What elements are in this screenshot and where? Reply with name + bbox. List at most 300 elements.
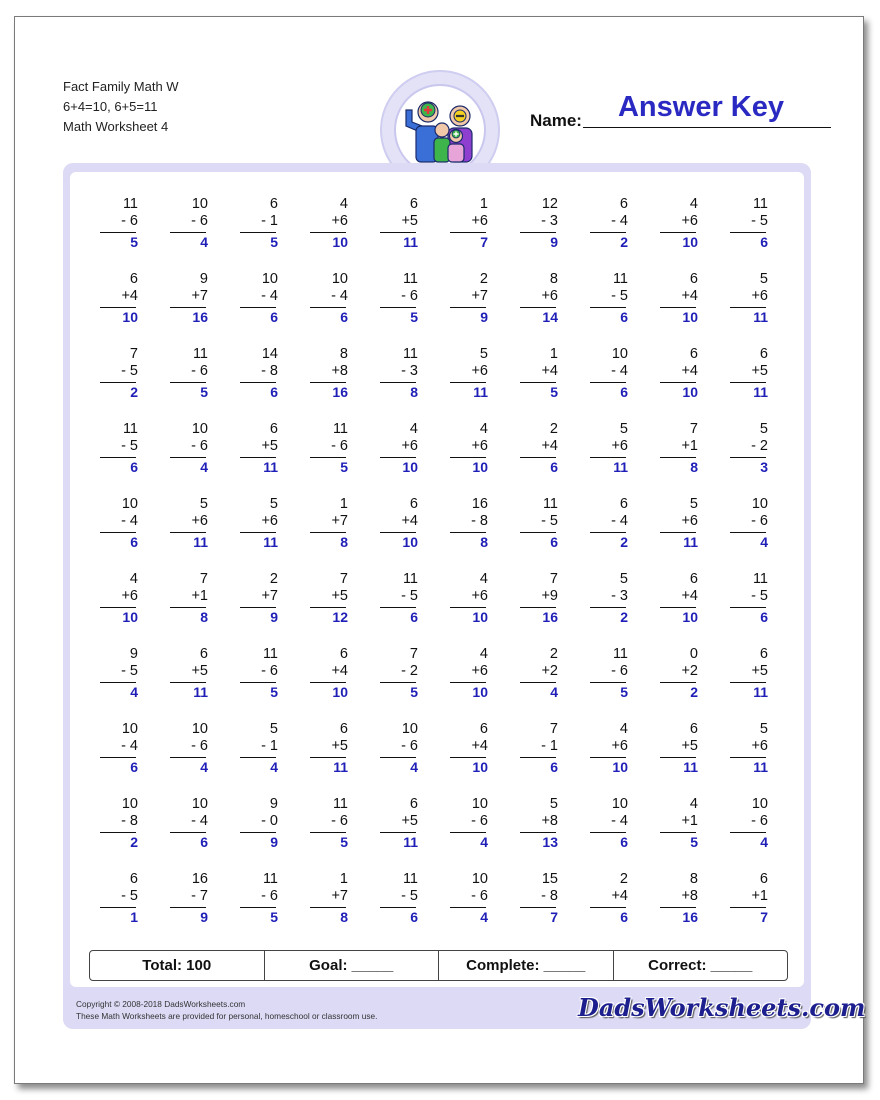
answer-line — [450, 757, 486, 758]
answer: 11 — [403, 234, 418, 250]
top-operand: 6 — [689, 721, 698, 737]
problem — [168, 271, 220, 331]
bottom-operand: +4 — [611, 888, 628, 904]
bottom-operand: - 6 — [191, 363, 208, 379]
bottom-operand: - 4 — [191, 813, 208, 829]
bottom-operand: - 5 — [401, 588, 418, 604]
bottom-operand: +5 — [191, 663, 208, 679]
top-operand: 4 — [129, 571, 138, 587]
top-operand: 7 — [689, 421, 698, 437]
answer-line — [380, 307, 416, 308]
answer-line — [520, 457, 556, 458]
bottom-operand: - 6 — [191, 213, 208, 229]
name-line — [583, 127, 831, 128]
bottom-operand: - 2 — [401, 663, 418, 679]
bottom-operand: - 6 — [121, 213, 138, 229]
answer: 4 — [200, 759, 208, 775]
problem — [98, 496, 150, 556]
top-operand: 11 — [262, 646, 278, 662]
answer-line — [380, 457, 416, 458]
bottom-operand: - 0 — [261, 813, 278, 829]
answer-line — [310, 832, 346, 833]
top-operand: 6 — [689, 346, 698, 362]
bottom-operand: - 6 — [751, 513, 768, 529]
answer-line — [590, 532, 626, 533]
top-operand: 6 — [479, 721, 488, 737]
problem — [448, 196, 500, 256]
bottom-operand: - 6 — [751, 813, 768, 829]
top-operand: 1 — [339, 496, 348, 512]
answer: 6 — [270, 309, 278, 325]
usage-line: These Math Worksheets are provided for personal, homeschool or classroom use. — [76, 1011, 378, 1021]
top-operand: 4 — [479, 646, 488, 662]
problem — [658, 871, 710, 931]
answer: 6 — [130, 534, 138, 550]
bottom-operand: +5 — [261, 438, 278, 454]
problem — [238, 571, 290, 631]
problem — [448, 871, 500, 931]
answer: 2 — [130, 834, 138, 850]
answer-line — [170, 832, 206, 833]
answer-line — [310, 607, 346, 608]
answer: 8 — [690, 459, 698, 475]
copyright-notice — [76, 998, 377, 1022]
answer-line — [380, 607, 416, 608]
answer-line — [170, 307, 206, 308]
problem — [168, 421, 220, 481]
answer-line — [380, 232, 416, 233]
answer: 9 — [270, 834, 278, 850]
answer: 16 — [192, 309, 208, 325]
bottom-operand: +4 — [541, 438, 558, 454]
problem — [518, 271, 570, 331]
top-operand: 11 — [332, 421, 348, 437]
top-operand: 4 — [479, 571, 488, 587]
top-operand: 10 — [121, 796, 138, 812]
answer-line — [730, 532, 766, 533]
bottom-operand: - 5 — [541, 513, 558, 529]
answer-line — [660, 532, 696, 533]
answer-line — [450, 607, 486, 608]
problem-row — [72, 496, 808, 556]
answer: 8 — [480, 534, 488, 550]
top-operand: 7 — [129, 346, 138, 362]
problem — [308, 721, 360, 781]
answer-line — [730, 682, 766, 683]
answer-line — [380, 382, 416, 383]
problem — [588, 796, 640, 856]
answer: 2 — [690, 684, 698, 700]
answer-line — [170, 532, 206, 533]
problem — [378, 196, 430, 256]
problem — [448, 646, 500, 706]
bottom-operand: - 8 — [261, 363, 278, 379]
top-operand: 6 — [409, 796, 418, 812]
answer-line — [520, 907, 556, 908]
top-operand: 1 — [479, 196, 488, 212]
answer-line — [590, 607, 626, 608]
answer-line — [660, 907, 696, 908]
answer-line — [730, 757, 766, 758]
answer: 11 — [753, 384, 768, 400]
answer: 5 — [690, 834, 698, 850]
bottom-operand: +6 — [471, 438, 488, 454]
bottom-operand: +1 — [751, 888, 768, 904]
problem — [308, 346, 360, 406]
answer: 11 — [193, 534, 208, 550]
top-operand: 5 — [619, 421, 628, 437]
answer-line — [380, 682, 416, 683]
problem — [588, 421, 640, 481]
problem — [658, 271, 710, 331]
answer-line — [170, 907, 206, 908]
bottom-operand: +7 — [471, 288, 488, 304]
bottom-operand: +6 — [751, 738, 768, 754]
answer: 6 — [340, 309, 348, 325]
answer: 6 — [550, 459, 558, 475]
bottom-operand: - 4 — [121, 738, 138, 754]
bottom-operand: +5 — [751, 663, 768, 679]
answer-key-text: Answer Key — [617, 91, 784, 123]
problem — [238, 496, 290, 556]
answer-line — [170, 682, 206, 683]
answer-line — [310, 757, 346, 758]
answer: 7 — [760, 909, 768, 925]
top-operand: 7 — [409, 646, 418, 662]
top-operand: 7 — [549, 571, 558, 587]
answer: 10 — [472, 684, 488, 700]
problem — [658, 496, 710, 556]
answer: 6 — [130, 759, 138, 775]
problem — [308, 421, 360, 481]
bottom-operand: - 1 — [261, 213, 278, 229]
problem — [518, 721, 570, 781]
answer: 6 — [550, 534, 558, 550]
answer-line — [170, 607, 206, 608]
answer-line — [660, 232, 696, 233]
bottom-operand: +5 — [681, 738, 698, 754]
problem — [378, 721, 430, 781]
answer-line — [660, 757, 696, 758]
bottom-operand: +5 — [751, 363, 768, 379]
top-operand: 2 — [549, 421, 558, 437]
answer-line — [450, 382, 486, 383]
top-operand: 10 — [611, 796, 628, 812]
bottom-operand: +6 — [191, 513, 208, 529]
top-operand: 9 — [129, 646, 138, 662]
bottom-operand: - 4 — [121, 513, 138, 529]
answer-line — [730, 457, 766, 458]
top-operand: 6 — [339, 646, 348, 662]
problem — [238, 871, 290, 931]
problem — [308, 871, 360, 931]
top-operand: 10 — [191, 196, 208, 212]
bottom-operand: +6 — [611, 738, 628, 754]
answer-line — [100, 832, 136, 833]
answer-line — [450, 832, 486, 833]
answer: 6 — [270, 384, 278, 400]
top-operand: 11 — [612, 271, 628, 287]
bottom-operand: +6 — [681, 213, 698, 229]
answer-line — [310, 682, 346, 683]
answer: 6 — [410, 609, 418, 625]
problem — [448, 271, 500, 331]
answer: 11 — [333, 759, 348, 775]
bottom-operand: - 3 — [401, 363, 418, 379]
answer: 6 — [760, 234, 768, 250]
bottom-operand: - 5 — [751, 588, 768, 604]
answer: 11 — [193, 684, 208, 700]
problem — [98, 271, 150, 331]
answer: 11 — [403, 834, 418, 850]
bottom-operand: - 6 — [401, 738, 418, 754]
top-operand: 6 — [689, 271, 698, 287]
problem — [168, 346, 220, 406]
bottom-operand: - 6 — [191, 438, 208, 454]
problem-row — [72, 721, 808, 781]
bottom-operand: +8 — [541, 813, 558, 829]
score-box — [89, 950, 788, 981]
top-operand: 7 — [199, 571, 208, 587]
bottom-operand: - 7 — [191, 888, 208, 904]
answer: 5 — [620, 684, 628, 700]
top-operand: 10 — [261, 271, 278, 287]
problem — [308, 571, 360, 631]
problem — [518, 421, 570, 481]
bottom-operand: - 4 — [261, 288, 278, 304]
answer: 4 — [550, 684, 558, 700]
problem — [238, 646, 290, 706]
problem — [728, 346, 780, 406]
bottom-operand: - 2 — [751, 438, 768, 454]
answer-line — [520, 832, 556, 833]
answer-line — [380, 757, 416, 758]
answer: 6 — [760, 609, 768, 625]
bottom-operand: - 6 — [401, 288, 418, 304]
problem — [658, 721, 710, 781]
answer-line — [310, 457, 346, 458]
problem — [728, 271, 780, 331]
answer: 4 — [760, 534, 768, 550]
top-operand: 11 — [402, 271, 418, 287]
bottom-operand: - 3 — [611, 588, 628, 604]
answer-line — [310, 532, 346, 533]
bottom-operand: - 8 — [471, 513, 488, 529]
bottom-operand: - 5 — [611, 288, 628, 304]
problem — [588, 496, 640, 556]
problem — [448, 721, 500, 781]
answer: 5 — [410, 684, 418, 700]
top-operand: 5 — [759, 721, 768, 737]
bottom-operand: - 6 — [471, 888, 488, 904]
top-operand: 10 — [751, 496, 768, 512]
top-operand: 6 — [759, 346, 768, 362]
answer-line — [730, 607, 766, 608]
answer: 11 — [683, 759, 698, 775]
bottom-operand: +6 — [261, 513, 278, 529]
top-operand: 11 — [262, 871, 278, 887]
problem — [168, 871, 220, 931]
answer-line — [590, 757, 626, 758]
answer: 10 — [612, 759, 628, 775]
answer: 4 — [130, 684, 138, 700]
problem — [518, 346, 570, 406]
problem — [728, 196, 780, 256]
top-operand: 0 — [689, 646, 698, 662]
answer: 6 — [130, 459, 138, 475]
top-operand: 16 — [191, 871, 208, 887]
top-operand: 9 — [199, 271, 208, 287]
answer-line — [660, 457, 696, 458]
answer-line — [100, 232, 136, 233]
answer: 16 — [682, 909, 698, 925]
answer: 13 — [542, 834, 558, 850]
bottom-operand: - 6 — [261, 888, 278, 904]
top-operand: 2 — [549, 646, 558, 662]
problem — [308, 796, 360, 856]
bottom-operand: +4 — [471, 738, 488, 754]
top-operand: 4 — [689, 796, 698, 812]
problem — [378, 421, 430, 481]
top-operand: 16 — [471, 496, 488, 512]
answer-line — [240, 907, 276, 908]
problem — [378, 871, 430, 931]
answer: 7 — [480, 234, 488, 250]
answer-line — [240, 382, 276, 383]
answer-line — [450, 532, 486, 533]
answer: 3 — [760, 459, 768, 475]
top-operand: 5 — [759, 421, 768, 437]
answer: 6 — [620, 834, 628, 850]
answer-line — [730, 232, 766, 233]
answer: 9 — [480, 309, 488, 325]
problem — [98, 346, 150, 406]
top-operand: 4 — [479, 421, 488, 437]
bottom-operand: +6 — [121, 588, 138, 604]
top-operand: 4 — [689, 196, 698, 212]
problem — [308, 646, 360, 706]
problem — [588, 721, 640, 781]
bottom-operand: +6 — [681, 513, 698, 529]
top-operand: 4 — [619, 721, 628, 737]
top-operand: 5 — [479, 346, 488, 362]
answer: 10 — [402, 459, 418, 475]
top-operand: 10 — [121, 721, 138, 737]
top-operand: 14 — [261, 346, 278, 362]
bottom-operand: - 4 — [331, 288, 348, 304]
bottom-operand: +6 — [541, 288, 558, 304]
answer: 5 — [200, 384, 208, 400]
answer-line — [590, 682, 626, 683]
bottom-operand: - 3 — [541, 213, 558, 229]
bottom-operand: - 5 — [121, 438, 138, 454]
bottom-operand: +2 — [681, 663, 698, 679]
answer: 9 — [200, 909, 208, 925]
answer: 6 — [200, 834, 208, 850]
answer-line — [310, 307, 346, 308]
top-operand: 11 — [612, 646, 628, 662]
bottom-operand: - 6 — [471, 813, 488, 829]
answer-line — [520, 307, 556, 308]
top-operand: 5 — [689, 496, 698, 512]
top-operand: 6 — [129, 871, 138, 887]
bottom-operand: - 6 — [331, 438, 348, 454]
bottom-operand: - 6 — [331, 813, 348, 829]
top-operand: 11 — [122, 196, 138, 212]
answer-line — [100, 307, 136, 308]
answer-line — [590, 382, 626, 383]
problem — [588, 271, 640, 331]
bottom-operand: +7 — [191, 288, 208, 304]
answer: 10 — [682, 384, 698, 400]
top-operand: 11 — [402, 871, 418, 887]
answer: 6 — [620, 384, 628, 400]
worksheet-subtitle: 6+4=10, 6+5=11 — [63, 99, 158, 114]
top-operand: 8 — [339, 346, 348, 362]
answer-line — [310, 232, 346, 233]
top-operand: 7 — [339, 571, 348, 587]
answer-line — [520, 757, 556, 758]
top-operand: 6 — [619, 496, 628, 512]
answer-line — [310, 382, 346, 383]
answer: 11 — [613, 459, 628, 475]
bottom-operand: +6 — [751, 288, 768, 304]
bottom-operand: +5 — [401, 813, 418, 829]
top-operand: 2 — [269, 571, 278, 587]
problem — [658, 796, 710, 856]
problem — [378, 271, 430, 331]
problem — [588, 646, 640, 706]
answer: 10 — [122, 609, 138, 625]
answer: 8 — [340, 909, 348, 925]
top-operand: 11 — [332, 796, 348, 812]
problem — [98, 421, 150, 481]
problem — [168, 196, 220, 256]
top-operand: 12 — [541, 196, 558, 212]
bottom-operand: - 5 — [121, 663, 138, 679]
top-operand: 6 — [269, 421, 278, 437]
answer: 11 — [683, 534, 698, 550]
answer-line — [170, 382, 206, 383]
problem — [448, 421, 500, 481]
problem-row — [72, 871, 808, 931]
bottom-operand: - 4 — [611, 813, 628, 829]
top-operand: 10 — [191, 796, 208, 812]
worksheet-number: Math Worksheet 4 — [63, 119, 169, 134]
answer-line — [590, 307, 626, 308]
answer: 11 — [263, 534, 278, 550]
answer: 10 — [332, 234, 348, 250]
top-operand: 5 — [269, 496, 278, 512]
problem — [238, 346, 290, 406]
answer: 1 — [130, 909, 138, 925]
answer: 5 — [130, 234, 138, 250]
problem — [448, 796, 500, 856]
problem-row — [72, 421, 808, 481]
problem-row — [72, 271, 808, 331]
top-operand: 5 — [619, 571, 628, 587]
problem — [728, 496, 780, 556]
answer: 8 — [410, 384, 418, 400]
answer-line — [730, 307, 766, 308]
top-operand: 5 — [759, 271, 768, 287]
problem — [448, 571, 500, 631]
top-operand: 8 — [549, 271, 558, 287]
problem — [308, 496, 360, 556]
top-operand: 2 — [479, 271, 488, 287]
bottom-operand: - 4 — [611, 213, 628, 229]
top-operand: 4 — [339, 196, 348, 212]
